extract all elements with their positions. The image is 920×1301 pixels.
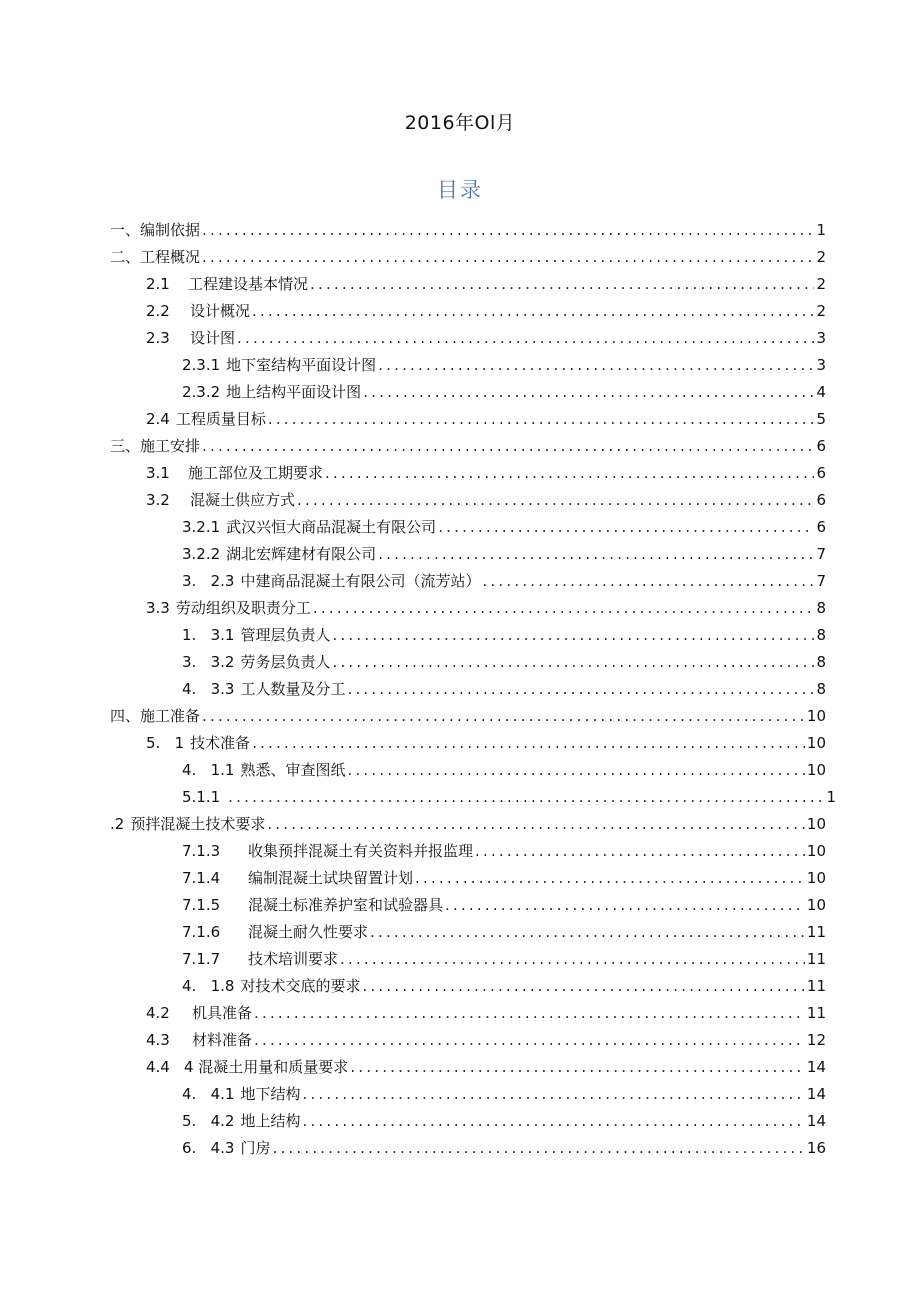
toc-entry-number: 5. 4.2 xyxy=(182,1112,235,1130)
toc-entry-number: 5. 1 xyxy=(146,734,185,752)
leader-dots xyxy=(252,733,805,753)
toc-entry-label: 编制混凝土试块留置计划 xyxy=(248,869,414,887)
toc-entry-number: 5.1.1 xyxy=(182,788,221,806)
toc-entry[interactable] xyxy=(146,268,826,294)
toc-entry-label: 设计概况 xyxy=(190,302,251,320)
toc-entry-label: 武汉兴恒大商品混凝土有限公司 xyxy=(226,518,437,536)
toc-entry[interactable] xyxy=(110,214,826,240)
toc-entry-label: 熟悉、审查图纸 xyxy=(240,761,346,779)
toc-entry[interactable] xyxy=(110,241,826,267)
leader-dots xyxy=(348,760,805,780)
toc-entry[interactable] xyxy=(182,916,826,942)
toc-entry[interactable] xyxy=(182,376,826,402)
leader-dots xyxy=(273,1138,805,1158)
toc-entry-page: 10 xyxy=(806,815,826,833)
toc-entry[interactable] xyxy=(182,646,826,672)
toc-entry-page: 8 xyxy=(816,653,826,671)
toc-entry-label: 中建商品混凝土有限公司（流芳站） xyxy=(240,572,481,590)
toc-entry-page: 2 xyxy=(816,275,826,293)
toc-entry[interactable] xyxy=(110,700,826,726)
leader-dots xyxy=(254,1003,805,1023)
toc-entry-page: 8 xyxy=(816,680,826,698)
toc-entry-page: 14 xyxy=(806,1112,826,1130)
toc-entry[interactable] xyxy=(182,1132,826,1158)
toc-entry-label: 技术培训要求 xyxy=(248,950,339,968)
leader-dots xyxy=(268,409,815,429)
toc-entry-page: 8 xyxy=(816,626,826,644)
toc-entry-number: 4.2 xyxy=(146,1004,170,1022)
toc-entry-label: 三、施工安排 xyxy=(110,437,201,455)
toc-entry[interactable] xyxy=(182,943,826,969)
leader-dots xyxy=(350,1057,805,1077)
toc-entry[interactable] xyxy=(182,619,826,645)
toc-entry-label: 地上结构 xyxy=(240,1112,301,1130)
toc-entry-page: 11 xyxy=(806,977,826,995)
leader-dots xyxy=(333,625,815,645)
toc-entry-label: 门房 xyxy=(240,1139,271,1157)
leader-dots xyxy=(237,328,814,348)
toc-entry-number: 2.3.1 xyxy=(182,356,221,374)
toc-entry-number: 1. 3.1 xyxy=(182,626,235,644)
leader-dots xyxy=(267,814,805,834)
toc-entry-number: 6. 4.3 xyxy=(182,1139,235,1157)
toc-entry[interactable] xyxy=(182,1078,826,1104)
toc-entry-number: 2.3.2 xyxy=(182,383,221,401)
toc-entry-number: 3.2.1 xyxy=(182,518,221,536)
toc-entry-page: 14 xyxy=(806,1058,826,1076)
toc-entry[interactable] xyxy=(182,781,836,807)
toc-entry-label: 地下室结构平面设计图 xyxy=(226,356,377,374)
toc-entry-page: 10 xyxy=(806,761,826,779)
toc-entry-page: 6 xyxy=(816,437,826,455)
leader-dots xyxy=(303,1111,805,1131)
toc-entry-page: 1 xyxy=(816,221,826,239)
toc-entry-page: 2 xyxy=(816,302,826,320)
leader-dots xyxy=(363,976,805,996)
toc-entry-label: 二、工程概况 xyxy=(110,248,201,266)
toc-entry[interactable] xyxy=(182,889,826,915)
leader-dots xyxy=(303,1084,805,1104)
toc-entry-page: 6 xyxy=(816,491,826,509)
leader-dots xyxy=(313,598,815,618)
toc-entry-page: 10 xyxy=(806,842,826,860)
toc-entry-page: 11 xyxy=(806,1004,826,1022)
leader-dots xyxy=(348,679,815,699)
toc-entry[interactable] xyxy=(146,457,826,483)
toc-entry-page: 5 xyxy=(816,410,826,428)
toc-entry-number: 2.4 xyxy=(146,410,170,428)
toc-entry-number: 4. 4.1 xyxy=(182,1085,235,1103)
leader-dots xyxy=(483,571,815,591)
leader-dots xyxy=(202,220,814,240)
toc-entry-number: 3.2 xyxy=(146,491,170,509)
toc-entry-page: 16 xyxy=(806,1139,826,1157)
toc-entry[interactable] xyxy=(182,349,826,375)
toc-entry-page: 14 xyxy=(806,1085,826,1103)
toc-entry-page: 11 xyxy=(806,950,826,968)
toc-entry-number: 4. 1.8 xyxy=(182,977,235,995)
toc-entry[interactable] xyxy=(182,538,826,564)
toc-entry-label: 地下结构 xyxy=(240,1085,301,1103)
toc-entry-number: 7.1.3 xyxy=(182,842,221,860)
toc-entry-number: 7.1.5 xyxy=(182,896,221,914)
toc-entry-label: 工人数量及分工 xyxy=(240,680,346,698)
toc-entry-page: 6 xyxy=(816,518,826,536)
toc-entry-number: 2.3 xyxy=(146,329,170,347)
toc-title: 目录 xyxy=(437,178,483,202)
toc-entry-number: 3.2.2 xyxy=(182,545,221,563)
toc-entry-label: 混凝土标准养护室和试验器具 xyxy=(248,896,444,914)
toc-entry-page: 10 xyxy=(806,869,826,887)
toc-entry-label: 地上结构平面设计图 xyxy=(226,383,362,401)
toc-entry-label: 混凝土耐久性要求 xyxy=(248,923,369,941)
toc-entry-number: 3.3 xyxy=(146,599,170,617)
toc-entry-page: 2 xyxy=(816,248,826,266)
toc-entry-page: 3 xyxy=(816,329,826,347)
toc-entry[interactable] xyxy=(182,1105,826,1131)
toc-entry[interactable] xyxy=(110,430,826,456)
toc-entry-number: 4.3 xyxy=(146,1031,170,1049)
toc-entry-page: 10 xyxy=(806,707,826,725)
leader-dots xyxy=(475,841,805,861)
toc-entry-number: 7.1.4 xyxy=(182,869,221,887)
toc-entry[interactable] xyxy=(182,511,826,537)
toc-entry-page: 3 xyxy=(816,356,826,374)
toc-entry-number: 2.1 xyxy=(146,275,170,293)
leader-dots xyxy=(370,922,805,942)
leader-dots xyxy=(378,544,814,564)
toc-entry[interactable] xyxy=(146,403,826,429)
toc-entry[interactable] xyxy=(182,673,826,699)
toc-entry-page: 1 xyxy=(826,788,836,806)
toc-entry-number: 3. 3.2 xyxy=(182,653,235,671)
toc-entry-label: 4 混凝土用量和质量要求 xyxy=(184,1058,349,1076)
toc-entry[interactable] xyxy=(146,1024,826,1050)
leader-dots xyxy=(310,274,814,294)
toc-entry-page: 6 xyxy=(816,464,826,482)
leader-dots xyxy=(340,949,805,969)
toc-entry-label: 对技术交底的要求 xyxy=(240,977,361,995)
toc-entry[interactable] xyxy=(146,592,826,618)
leader-dots xyxy=(202,436,814,456)
leader-dots xyxy=(297,490,814,510)
toc-entry[interactable] xyxy=(182,754,826,780)
leader-dots xyxy=(378,355,814,375)
toc-entry-label: 劳务层负责人 xyxy=(240,653,331,671)
toc-entry-label: 管理层负责人 xyxy=(240,626,331,644)
toc-entry-label: 四、施工准备 xyxy=(110,707,201,725)
toc-entry-label: 设计图 xyxy=(190,329,236,347)
leader-dots xyxy=(228,787,824,807)
toc-entry-label: 收集预拌混凝土有关资料并报监理 xyxy=(248,842,474,860)
toc-entry-page: 10 xyxy=(806,734,826,752)
leader-dots xyxy=(333,652,815,672)
toc-entry-number: 3. 2.3 xyxy=(182,572,235,590)
leader-dots xyxy=(445,895,805,915)
toc-entry-page: 11 xyxy=(806,923,826,941)
toc-entry-page: 4 xyxy=(816,383,826,401)
toc-entry-number: 7.1.6 xyxy=(182,923,221,941)
toc-entry[interactable] xyxy=(146,1051,826,1077)
toc-entry-page: 7 xyxy=(816,545,826,563)
leader-dots xyxy=(202,706,805,726)
toc-entry-label: 工程质量目标 xyxy=(175,410,266,428)
toc-entry-number: .2 xyxy=(110,815,125,833)
toc-entry-label: 湖北宏辉建材有限公司 xyxy=(226,545,377,563)
toc-entry[interactable] xyxy=(146,997,826,1023)
toc-entry-number: 7.1.7 xyxy=(182,950,221,968)
leader-dots xyxy=(252,301,814,321)
leader-dots xyxy=(438,517,814,537)
toc-entry-label: 材料准备 xyxy=(192,1031,253,1049)
toc-entry-number: 3.1 xyxy=(146,464,170,482)
toc-entry[interactable] xyxy=(182,970,826,996)
toc-entry[interactable] xyxy=(146,727,826,753)
document-date: 2016年Ol月 xyxy=(404,112,516,134)
toc-entry-number: 2.2 xyxy=(146,302,170,320)
toc-entry-label: 技术准备 xyxy=(190,734,251,752)
toc-entry-label: 工程建设基本情况 xyxy=(188,275,309,293)
leader-dots xyxy=(202,247,814,267)
leader-dots xyxy=(363,382,814,402)
toc-entry-number: 4. 1.1 xyxy=(182,761,235,779)
toc-entry-label: 一、编制依据 xyxy=(110,221,201,239)
toc-entry[interactable] xyxy=(146,322,826,348)
leader-dots xyxy=(325,463,814,483)
toc-entry-page: 8 xyxy=(816,599,826,617)
toc-entry-label: 施工部位及工期要求 xyxy=(188,464,324,482)
toc-entry-label: 预拌混凝土技术要求 xyxy=(130,815,266,833)
toc-entry-page: 7 xyxy=(816,572,826,590)
toc-entry-label: 混凝土供应方式 xyxy=(190,491,296,509)
leader-dots xyxy=(415,868,805,888)
toc-entry-number: 4.4 xyxy=(146,1058,170,1076)
toc-entry-page: 10 xyxy=(806,896,826,914)
toc-entry[interactable] xyxy=(146,295,826,321)
toc-entry-label: 机具准备 xyxy=(192,1004,253,1022)
toc-entry[interactable] xyxy=(182,862,826,888)
toc-entry-label: 劳动组织及职责分工 xyxy=(175,599,311,617)
toc-entry[interactable] xyxy=(182,835,826,861)
toc-entry-page: 12 xyxy=(806,1031,826,1049)
toc-entry[interactable] xyxy=(182,565,826,591)
leader-dots xyxy=(254,1030,805,1050)
toc-entry[interactable] xyxy=(110,808,826,834)
toc-entry-number: 4. 3.3 xyxy=(182,680,235,698)
toc-entry[interactable] xyxy=(146,484,826,510)
